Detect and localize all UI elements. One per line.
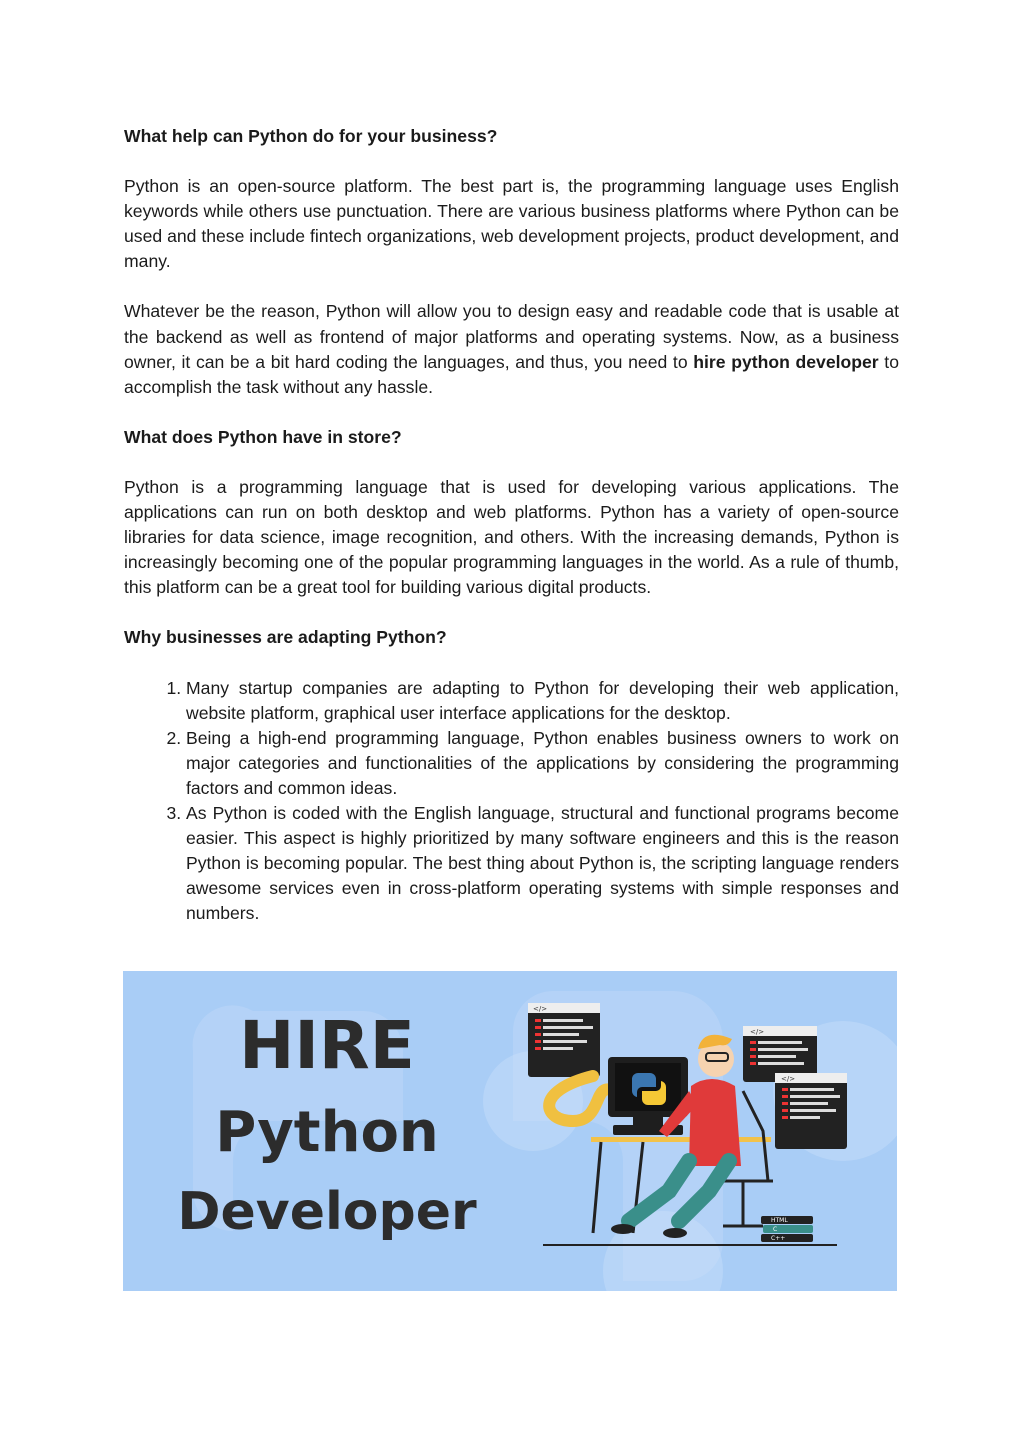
list-item: 1. Many startup companies are adapting to Python for developing their web application, website platform, graphical user interface applications for the desktop. <box>186 676 899 726</box>
code-window-icon <box>775 1073 847 1149</box>
banner-line-developer: Developer <box>177 1182 477 1242</box>
paragraph-text: to accomplish the task without any hassle. <box>124 351 899 397</box>
books-stack-icon <box>761 1216 813 1242</box>
svg-text:</>: </> <box>781 1075 796 1083</box>
code-window-icon <box>528 1003 600 1077</box>
reasons-list <box>124 676 899 927</box>
svg-text:</>: </> <box>750 1028 765 1036</box>
heading-why-adapting: Why businesses are adapting Python? <box>124 627 447 648</box>
list-item: 2. Being a high-end programming language, Python enables business owners to work on major categories and functionalities of the applications by considering the programming factors and common ideas. <box>186 726 899 801</box>
heading-in-store: What does Python have in store? <box>124 426 402 447</box>
svg-text:HTML: HTML <box>771 1217 788 1224</box>
paragraph-hire-developer <box>124 299 899 399</box>
hire-python-developer-banner <box>123 971 897 1291</box>
heading-business-help: What help can Python do for your business? <box>124 126 498 146</box>
banner-illustration <box>123 971 897 1291</box>
paragraph-open-source: Python is an open-source platform. The best part is, the programming language uses English keywords while others use punctuation. There are various business platforms where Python can be used and these include fintech organizations, web development projects, product development, and many. <box>124 176 899 272</box>
list-item: 3. As Python is coded with the English language, structural and functional programs become easier. This aspect is highly prioritized by many software engineers and this is the reason Python is becoming popular. The best thing about Python is, the scripting language renders awesome services even in cross-platform operating systems with simple responses and numbers. <box>186 801 899 926</box>
svg-text:C: C <box>773 1226 778 1233</box>
svg-text:</>: </> <box>533 1005 548 1013</box>
hire-python-developer-link-text: hire python developer <box>693 351 879 372</box>
paragraph-python-applications: Python is a programming language that is used for developing various applications. The applications can run on both desktop and web platforms. Python has a variety of open-source libraries for data science, image recognition, and others. With the increasing demands, Python is increasingly becoming one of the popular programming languages in the world. As a rule of thumb, this platform can be a great tool for building various digital products. <box>124 476 899 598</box>
document-body <box>124 124 899 951</box>
svg-text:C++: C++ <box>771 1235 786 1242</box>
banner-line-hire: HIRE <box>239 1007 415 1084</box>
banner-line-python: Python <box>215 1100 439 1165</box>
paragraph-text: Whatever be the reason, Python will allow you to design easy and readable code that is usable at the backend as well as frontend of major platforms and operating systems. Now, as a business owner, it can be a bit hard coding the languages, and thus, you need to <box>124 301 899 372</box>
